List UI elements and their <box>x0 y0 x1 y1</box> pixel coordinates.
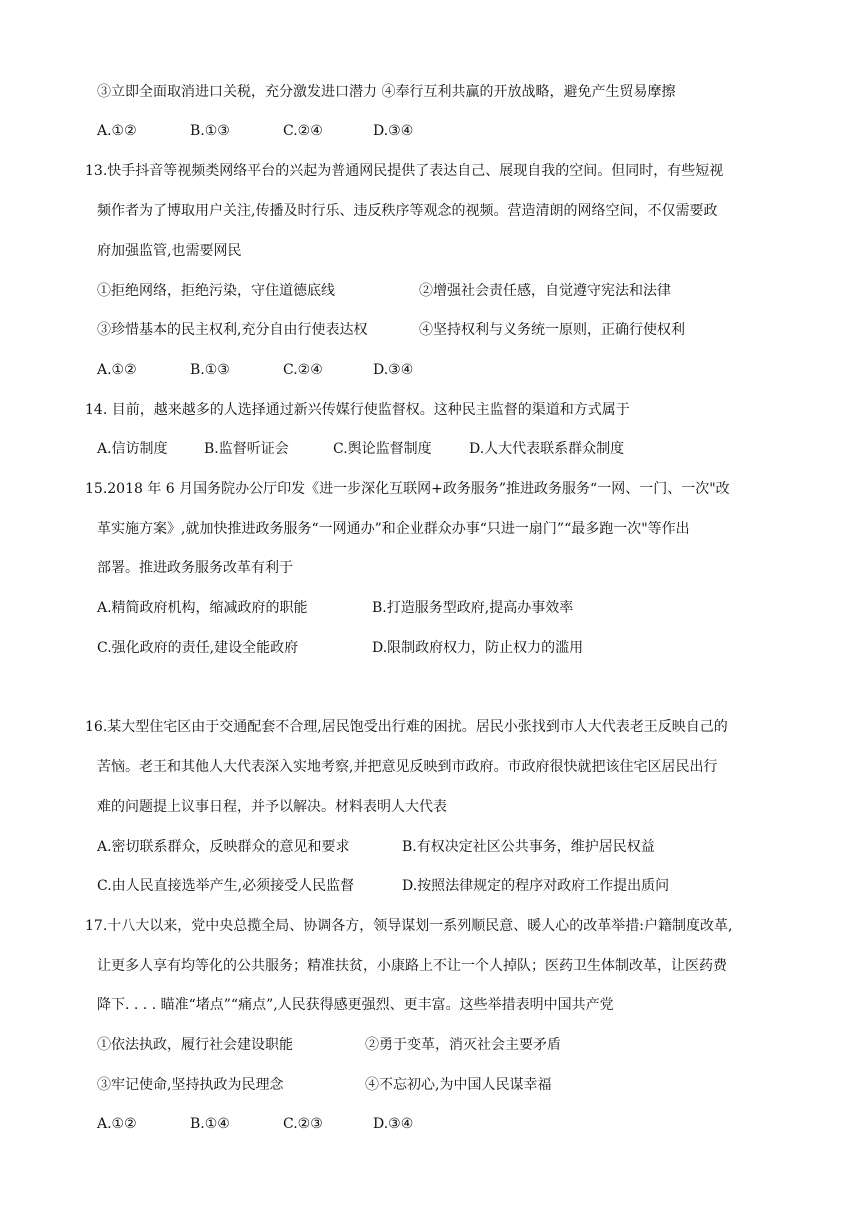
q14-option-a[interactable]: A.信访制度 <box>97 441 168 457</box>
q17-option-d[interactable]: D.③④ <box>373 1116 414 1132</box>
q12-statement-line: ③立即全面取消进口关税，充分激发进口潜力 ④奉行互利共赢的开放战略，避免产生贸易摩擦 <box>97 84 676 100</box>
q13-option-d[interactable]: D.③④ <box>373 362 414 378</box>
q13-statement-4: ④坚持权利与义务统一原则，正确行使权利 <box>419 322 685 338</box>
q17-statement-3: ③牢记使命,坚持执政为民理念 <box>97 1077 284 1093</box>
q13-statement-1: ①拒绝网络，拒绝污染，守住道德底线 <box>97 283 335 299</box>
q17-option-b[interactable]: B.①④ <box>190 1116 230 1132</box>
q16-stem-line-1: 16.某大型住宅区由于交通配套不合理,居民饱受出行难的困扰。居民小张找到市人大代表老王反映自己的 <box>85 719 728 735</box>
q13-stem-line-1: 13.快手抖音等视频类网络平台的兴起为普通网民提供了表达自己、展现自我的空间。但同时，有些短视 <box>85 163 724 179</box>
q13-stem-line-2: 频作者为了博取用户关注,传播及时行乐、违反秩序等观念的视频。营造清朗的网络空间，不仅需要政 <box>97 203 718 219</box>
q15-option-c[interactable]: C.强化政府的责任,建设全能政府 <box>97 640 299 656</box>
q13-statement-3: ③珍惜基本的民主权利,充分自由行使表达权 <box>97 322 368 338</box>
q15-option-b[interactable]: B.打造服务型政府,提高办事效率 <box>372 600 574 616</box>
q15-option-d[interactable]: D.限制政府权力，防止权力的滥用 <box>372 640 584 656</box>
q13-option-a[interactable]: A.①② <box>97 362 137 378</box>
q15-stem-line-2: 革实施方案》,就加快推进政务服务“一网通办”和企业群众办事“只进一扇门”“最多跑一次"等作出 <box>97 521 690 537</box>
q15-option-a[interactable]: A.精简政府机构，缩减政府的职能 <box>97 600 308 616</box>
q16-option-b[interactable]: B.有权决定社区公共事务，维护居民权益 <box>402 839 655 855</box>
q13-option-b[interactable]: B.①③ <box>190 362 230 378</box>
q17-option-a[interactable]: A.①② <box>97 1116 137 1132</box>
q17-statement-4: ④不忘初心,为中国人民谋幸福 <box>365 1077 552 1093</box>
q17-option-c[interactable]: C.②③ <box>283 1116 323 1132</box>
q16-stem-line-3: 难的问题提上议事日程，并予以解决。材料表明人大代表 <box>97 799 447 815</box>
q14-option-c[interactable]: C.舆论监督制度 <box>333 441 432 457</box>
q17-statement-1: ①依法执政，履行社会建设职能 <box>97 1037 293 1053</box>
q14-stem: 14. 目前，越来越多的人选择通过新兴传媒行使监督权。这种民主监督的渠道和方式属于 <box>85 402 630 418</box>
q12-option-a[interactable]: A.①② <box>97 123 137 139</box>
q15-stem-line-3: 部署。推进政务服务改革有利于 <box>97 560 293 576</box>
q17-stem-line-2: 让更多人享有均等化的公共服务；精准扶贫，小康路上不让一个人掉队；医药卫生体制改革，让医药费 <box>97 958 727 974</box>
q14-option-d[interactable]: D.人大代表联系群众制度 <box>469 441 625 457</box>
q16-option-a[interactable]: A.密切联系群众，反映群众的意见和要求 <box>97 839 350 855</box>
q13-stem-line-3: 府加强监管,也需要网民 <box>97 243 242 259</box>
q17-stem-line-3: 降下. . . . 瞄准“堵点”“痛点”,人民获得感更强烈、更丰富。这些举措表明中国共产党 <box>97 997 614 1013</box>
q14-option-b[interactable]: B.监督听证会 <box>204 441 289 457</box>
q15-stem-line-1: 15.2018 年 6 月国务院办公厅印发《进一步深化互联网+政务服务”推进政务服务“一网、一门、一次"改 <box>85 481 730 497</box>
q13-statement-2: ②增强社会责任感，自觉遵守宪法和法律 <box>419 283 671 299</box>
q16-option-d[interactable]: D.按照法律规定的程序对政府工作提出质问 <box>402 878 670 894</box>
q17-statement-2: ②勇于变革，消灭社会主要矛盾 <box>365 1037 561 1053</box>
q12-option-c[interactable]: C.②④ <box>283 123 323 139</box>
q16-stem-line-2: 苦恼。老王和其他人大代表深入实地考察,并把意见反映到市政府。市政府很快就把该住宅区居民出行 <box>97 759 718 775</box>
q16-option-c[interactable]: C.由人民直接选举产生,必须接受人民监督 <box>97 878 355 894</box>
q13-option-c[interactable]: C.②④ <box>283 362 323 378</box>
q12-option-d[interactable]: D.③④ <box>373 123 414 139</box>
q12-option-b[interactable]: B.①③ <box>190 123 230 139</box>
q17-stem-line-1: 17.十八大以来，党中央总揽全局、协调各方，领导谋划一系列顺民意、暖人心的改革举措:户籍制度改革, <box>85 918 733 934</box>
